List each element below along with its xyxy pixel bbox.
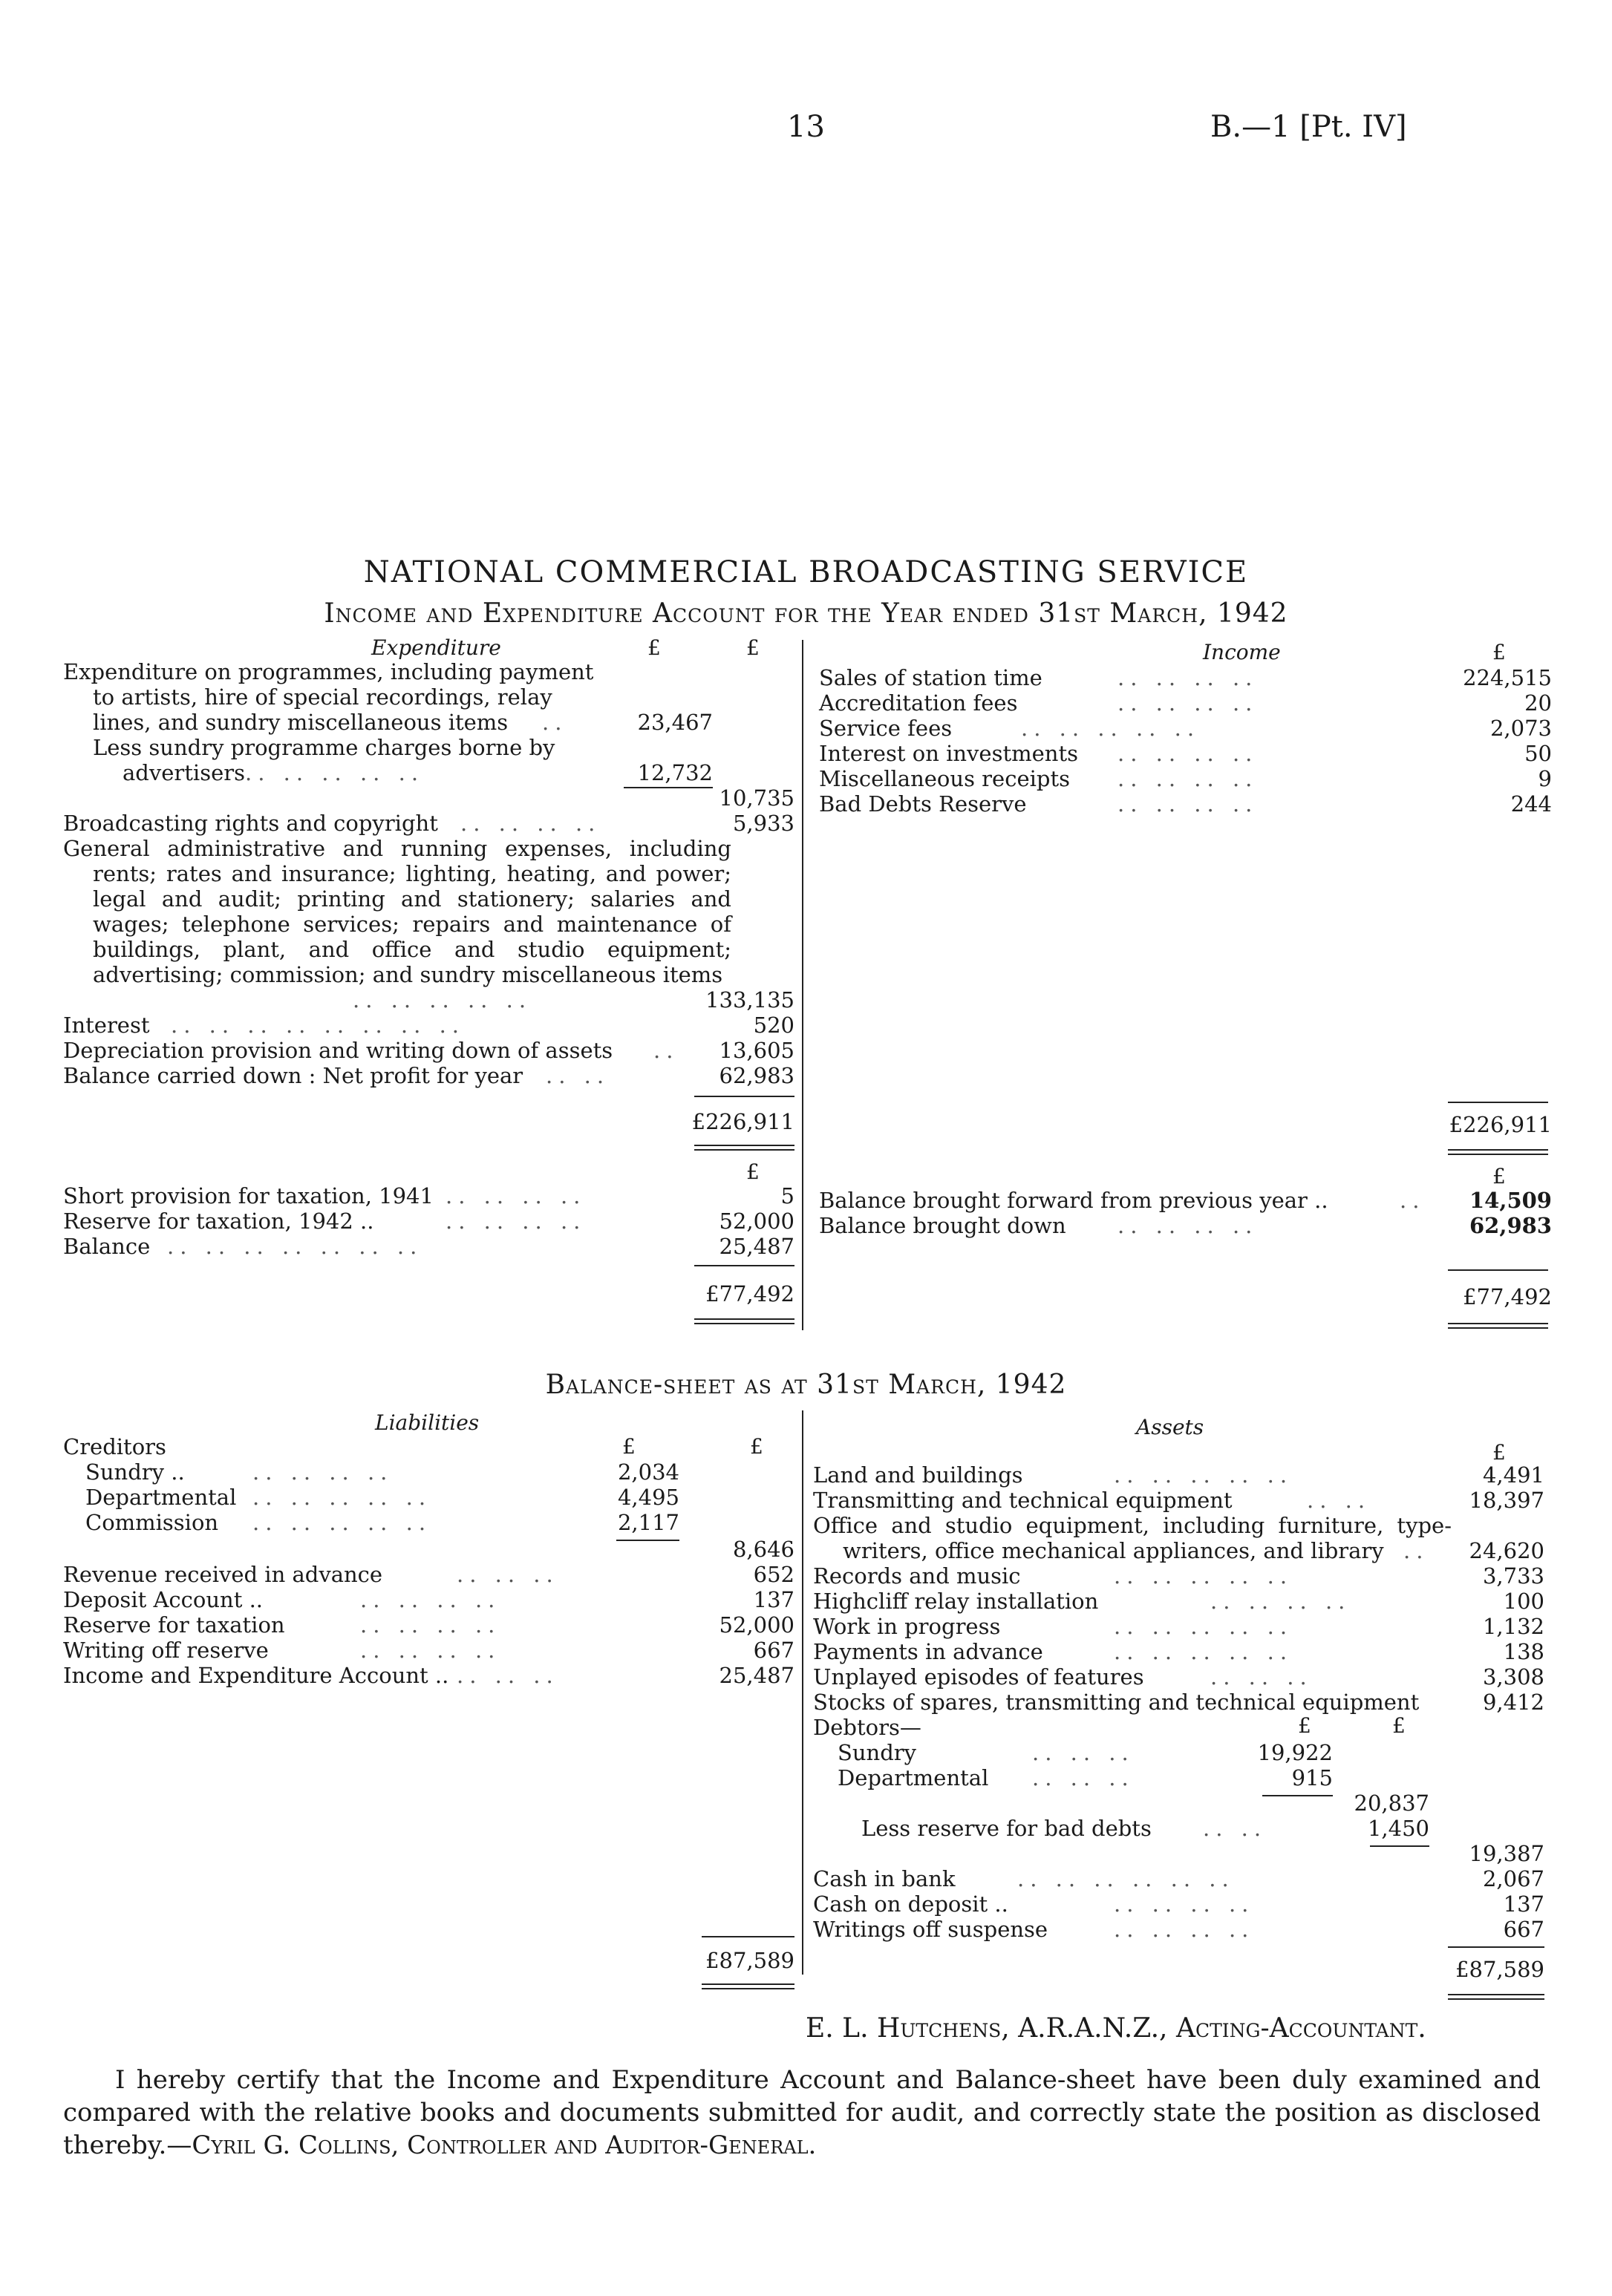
asset-label: Records and music xyxy=(813,1563,1021,1589)
assets-total: £87,589 xyxy=(1455,1957,1544,1982)
liabilities-heading: Liabilities xyxy=(375,1410,480,1435)
liab-amount: 52,000 xyxy=(719,1612,794,1638)
exp-depreciation-amount: 13,605 xyxy=(719,1038,794,1063)
leader-dots: .. .. .. .. xyxy=(1117,1213,1259,1238)
leader-dots: .. .. .. .. xyxy=(1117,690,1259,716)
pound-symbol: £ xyxy=(1492,640,1506,664)
liab-label: Income and Expenditure Account .. xyxy=(63,1663,449,1688)
liab-amount: 667 xyxy=(753,1638,794,1663)
creditor-label: Departmental xyxy=(85,1485,237,1510)
creditors-label: Creditors xyxy=(63,1434,166,1459)
accountant-signature: E. L. Hutchens, A.R.A.N.Z., Acting-Accountant. xyxy=(806,2013,1426,2044)
leader-dots: .. xyxy=(1403,1538,1429,1563)
asset-label: Unplayed episodes of features xyxy=(813,1664,1144,1690)
exp-balance-text: Balance carried down : Net profit for year xyxy=(63,1063,523,1088)
inc-label: Miscellaneous receipts xyxy=(819,766,1070,791)
asset-amount: 18,397 xyxy=(1469,1488,1544,1513)
income-heading: Income xyxy=(1203,640,1281,664)
leader-dots: .. xyxy=(542,710,568,735)
leader-dots: .. .. .. xyxy=(1032,1740,1135,1765)
leader-dots: .. .. .. .. xyxy=(360,1612,501,1638)
leader-dots: .. .. .. .. .. xyxy=(1021,716,1201,741)
asset-amount: 667 xyxy=(1503,1917,1544,1942)
total-double-rule xyxy=(1448,1994,1544,1995)
certificate-text: I hereby certify that the Income and Expenditure Account and Balance-sheet have been duly examined and compared with the relative books and documents submitted for audit, and correctly state the position as disclosed thereby.— xyxy=(63,2065,1541,2160)
asset-amount: 24,620 xyxy=(1469,1538,1544,1563)
pound-symbol: £ xyxy=(1492,1164,1506,1188)
total-rule xyxy=(1448,1946,1544,1948)
total-rule xyxy=(694,1265,794,1266)
expenditure-heading: Expenditure xyxy=(371,635,501,660)
debtors-label: Debtors— xyxy=(813,1715,921,1740)
assets-heading: Assets xyxy=(1136,1415,1204,1439)
appr-right-label: Balance brought forward from previous year .. xyxy=(819,1188,1328,1213)
appr-left-amount: 5 xyxy=(780,1183,794,1208)
leader-dots: .. .. .. .. .. xyxy=(1114,1614,1293,1639)
leader-dots: .. .. .. .. xyxy=(360,1587,501,1612)
inc-label: Bad Debts Reserve xyxy=(819,791,1027,817)
total-double-rule xyxy=(694,1149,794,1151)
leader-dots: .. .. .. .. xyxy=(1210,1589,1351,1614)
auditor-signature: Cyril G. Collins, Controller and Auditor-General. xyxy=(192,2130,817,2160)
exp-programmes-text: Expenditure on programmes, including payment to artists, hire of special recordings, relay lines, and sundry miscellaneous items xyxy=(63,659,594,735)
leader-dots: .. .. .. .. .. xyxy=(252,1485,432,1510)
exp-depreciation-text: Depreciation provision and writing down of assets xyxy=(63,1038,613,1063)
total-double-rule xyxy=(1448,1149,1548,1151)
leader-dots: .. .. .. .. .. xyxy=(245,760,425,785)
total-double-rule xyxy=(1448,1327,1548,1329)
creditor-label: Sundry .. xyxy=(85,1459,185,1485)
liab-amount: 652 xyxy=(753,1562,794,1587)
pound-symbol: £ xyxy=(746,1160,760,1184)
asset-amount: 9,412 xyxy=(1482,1690,1544,1715)
leader-dots: .. .. xyxy=(1203,1816,1267,1841)
inc-label: Sales of station time xyxy=(819,665,1042,690)
bs-subtitle: Balance-sheet as at 31st March, 1942 xyxy=(545,1370,1067,1400)
leader-dots: .. .. .. .. .. .. xyxy=(1017,1866,1235,1891)
subtotal-rule xyxy=(1370,1845,1429,1847)
inc-label: Service fees xyxy=(819,716,953,741)
asset-amount: 1,132 xyxy=(1482,1614,1544,1639)
leader-dots: .. .. .. .. xyxy=(1117,791,1259,817)
asset-amount: 2,067 xyxy=(1482,1866,1544,1891)
less-reserve-label: Less reserve for bad debts xyxy=(861,1816,1152,1841)
liab-label: Revenue received in advance xyxy=(63,1562,383,1587)
total-double-rule xyxy=(702,1983,794,1985)
creditor-amount: 2,117 xyxy=(617,1510,679,1535)
liab-label: Deposit Account .. xyxy=(63,1587,264,1612)
asset-amount: 100 xyxy=(1503,1589,1544,1614)
asset-amount: 3,733 xyxy=(1482,1563,1544,1589)
total-double-rule xyxy=(694,1318,794,1320)
asset-amount: 137 xyxy=(1503,1891,1544,1917)
total-double-rule xyxy=(694,1323,794,1324)
leader-dots: .. .. .. .. xyxy=(1114,1917,1255,1942)
subtotal-rule xyxy=(616,1540,679,1541)
liab-amount: 25,487 xyxy=(719,1663,794,1688)
exp-general-text: General administrative and running expenses, including rents; rates and insurance; lighting, heating, and power; legal and audit; printing and stationery; salaries and wages; telephone services; repairs and maintenance of buildings, plant, and office and studio equipment; advertising; commission; and sundry miscellaneous items xyxy=(63,836,731,987)
creditor-label: Commission xyxy=(85,1510,219,1535)
inc-total: £226,911 xyxy=(1449,1112,1552,1137)
leader-dots: .. .. .. .. xyxy=(1117,766,1259,791)
exp-total: £226,911 xyxy=(691,1109,794,1134)
leader-dots: .. .. .. xyxy=(457,1663,559,1688)
total-double-rule xyxy=(694,1145,794,1146)
leader-dots: .. .. .. .. .. xyxy=(353,987,532,1013)
ie-subtitle: Income and Expenditure Account for the Year ended 31st March, 1942 xyxy=(324,598,1288,629)
exp-rights-text: Broadcasting rights and copyright xyxy=(63,811,438,836)
asset-label: Transmitting and technical equipment xyxy=(813,1488,1233,1513)
bs-column-divider xyxy=(802,1410,803,1975)
appr-left-label: Reserve for taxation, 1942 .. xyxy=(63,1208,374,1234)
asset-label: Office and studio equipment, including furniture, type-writers, office mechanical appliances, and library xyxy=(813,1513,1452,1563)
leader-dots: .. .. .. xyxy=(1210,1664,1313,1690)
exp-general-amount: 133,135 xyxy=(705,987,794,1013)
debtors-subtotal: 20,837 xyxy=(1354,1790,1429,1816)
liab-label: Writing off reserve xyxy=(63,1638,269,1663)
leader-dots: .. .. xyxy=(1307,1488,1371,1513)
pound-symbol: £ xyxy=(647,635,661,660)
total-rule xyxy=(1448,1102,1548,1103)
pound-symbol: £ xyxy=(622,1434,636,1459)
leader-dots: .. .. .. .. .. .. .. xyxy=(167,1234,423,1259)
inc-amount: 20 xyxy=(1524,690,1552,716)
leader-dots: .. .. .. .. .. .. .. .. xyxy=(171,1013,466,1038)
appr-right-amount: 14,509 xyxy=(1469,1188,1552,1213)
leader-dots: .. .. .. .. xyxy=(460,811,601,836)
creditors-total: 8,646 xyxy=(732,1537,794,1562)
report-title: NATIONAL COMMERCIAL BROADCASTING SERVICE xyxy=(363,555,1249,589)
inc-label: Interest on investments xyxy=(819,741,1078,766)
leader-dots: .. .. .. .. xyxy=(360,1638,501,1663)
inc-amount: 50 xyxy=(1524,741,1552,766)
asset-amount: 138 xyxy=(1503,1639,1544,1664)
leader-dots: .. .. .. .. .. xyxy=(1114,1462,1293,1488)
audit-certificate xyxy=(63,2064,1541,2162)
creditor-amount: 4,495 xyxy=(617,1485,679,1510)
leader-dots: .. xyxy=(1400,1188,1426,1213)
appr-left-amount: 52,000 xyxy=(719,1208,794,1234)
appr-left-label: Balance xyxy=(63,1234,151,1259)
total-rule xyxy=(694,1096,794,1097)
inc-label: Accreditation fees xyxy=(819,690,1018,716)
leader-dots: .. .. .. .. xyxy=(1114,1891,1255,1917)
exp-interest-text: Interest xyxy=(63,1013,150,1038)
exp-interest-amount: 520 xyxy=(753,1013,794,1038)
asset-label: Stocks of spares, transmitting and technical equipment xyxy=(813,1690,1420,1715)
liab-total: £87,589 xyxy=(705,1948,794,1973)
leader-dots: .. .. .. xyxy=(1032,1765,1135,1790)
inc-amount: 244 xyxy=(1510,791,1552,817)
leader-dots: .. .. .. xyxy=(457,1562,559,1587)
ie-column-divider xyxy=(802,640,803,1330)
asset-label: Land and buildings xyxy=(813,1462,1023,1488)
asset-label: Cash in bank xyxy=(813,1866,956,1891)
leader-dots: .. .. .. .. xyxy=(1117,665,1259,690)
asset-label: Payments in advance xyxy=(813,1639,1043,1664)
exp-balance-amount: 62,983 xyxy=(719,1063,794,1088)
exp-less-text: Less sundry programme charges borne by advertisers xyxy=(93,735,555,785)
appr-right-amount: 62,983 xyxy=(1469,1213,1552,1238)
leader-dots: .. .. .. .. .. xyxy=(1114,1639,1293,1664)
debtor-label: Sundry xyxy=(838,1740,917,1765)
debtor-amount: 19,922 xyxy=(1257,1740,1333,1765)
pound-symbol: £ xyxy=(1298,1713,1311,1738)
appr-right-label: Balance brought down xyxy=(819,1213,1066,1238)
total-double-rule xyxy=(702,1988,794,1989)
leader-dots: .. .. .. .. xyxy=(252,1459,394,1485)
leader-dots: .. .. xyxy=(546,1063,610,1088)
appr-left-amount: 25,487 xyxy=(719,1234,794,1259)
subtotal-rule xyxy=(1262,1795,1333,1796)
total-double-rule xyxy=(1448,1154,1548,1155)
asset-amount: 3,308 xyxy=(1482,1664,1544,1690)
pound-symbol: £ xyxy=(746,635,760,660)
pound-symbol: £ xyxy=(750,1434,763,1459)
leader-dots: .. .. .. .. xyxy=(446,1208,587,1234)
less-reserve-amount: 1,450 xyxy=(1367,1816,1429,1841)
appr-right-total: £77,492 xyxy=(1463,1284,1552,1309)
page-reference: B.—1 [Pt. IV] xyxy=(1210,110,1407,144)
leader-dots: .. .. .. .. .. xyxy=(1114,1563,1293,1589)
asset-label: Cash on deposit .. xyxy=(813,1891,1008,1917)
asset-label: Work in progress xyxy=(813,1614,1001,1639)
total-rule xyxy=(1448,1269,1548,1271)
total-double-rule xyxy=(1448,1323,1548,1324)
page-number: 13 xyxy=(787,110,825,144)
liab-amount: 137 xyxy=(753,1587,794,1612)
leader-dots: .. .. .. .. xyxy=(446,1183,587,1208)
leader-dots: .. xyxy=(653,1038,679,1063)
exp-programmes-amount: 23,467 xyxy=(637,710,713,735)
asset-label: Writings off suspense xyxy=(813,1917,1048,1942)
asset-amount: 4,491 xyxy=(1482,1462,1544,1488)
total-double-rule xyxy=(1448,1998,1544,2000)
appr-left-total: £77,492 xyxy=(705,1281,794,1306)
appr-left-label: Short provision for taxation, 1941 xyxy=(63,1183,434,1208)
exp-rights-amount: 5,933 xyxy=(732,811,794,836)
exp-net-programmes-amount: 10,735 xyxy=(719,785,794,811)
creditor-amount: 2,034 xyxy=(617,1459,679,1485)
inc-amount: 224,515 xyxy=(1463,665,1552,690)
debtors-net-amount: 19,387 xyxy=(1469,1841,1544,1866)
inc-amount: 9 xyxy=(1538,766,1552,791)
asset-label: Highcliff relay installation xyxy=(813,1589,1099,1614)
pound-symbol: £ xyxy=(1392,1713,1406,1738)
exp-less-amount: 12,732 xyxy=(637,760,713,785)
leader-dots: .. .. .. .. .. xyxy=(252,1510,432,1535)
pound-symbol: £ xyxy=(1492,1440,1506,1465)
leader-dots: .. .. .. .. xyxy=(1117,741,1259,766)
inc-amount: 2,073 xyxy=(1489,716,1552,741)
debtor-label: Departmental xyxy=(838,1765,989,1790)
debtor-amount: 915 xyxy=(1291,1765,1333,1790)
total-rule xyxy=(702,1936,794,1937)
liab-label: Reserve for taxation xyxy=(63,1612,285,1638)
